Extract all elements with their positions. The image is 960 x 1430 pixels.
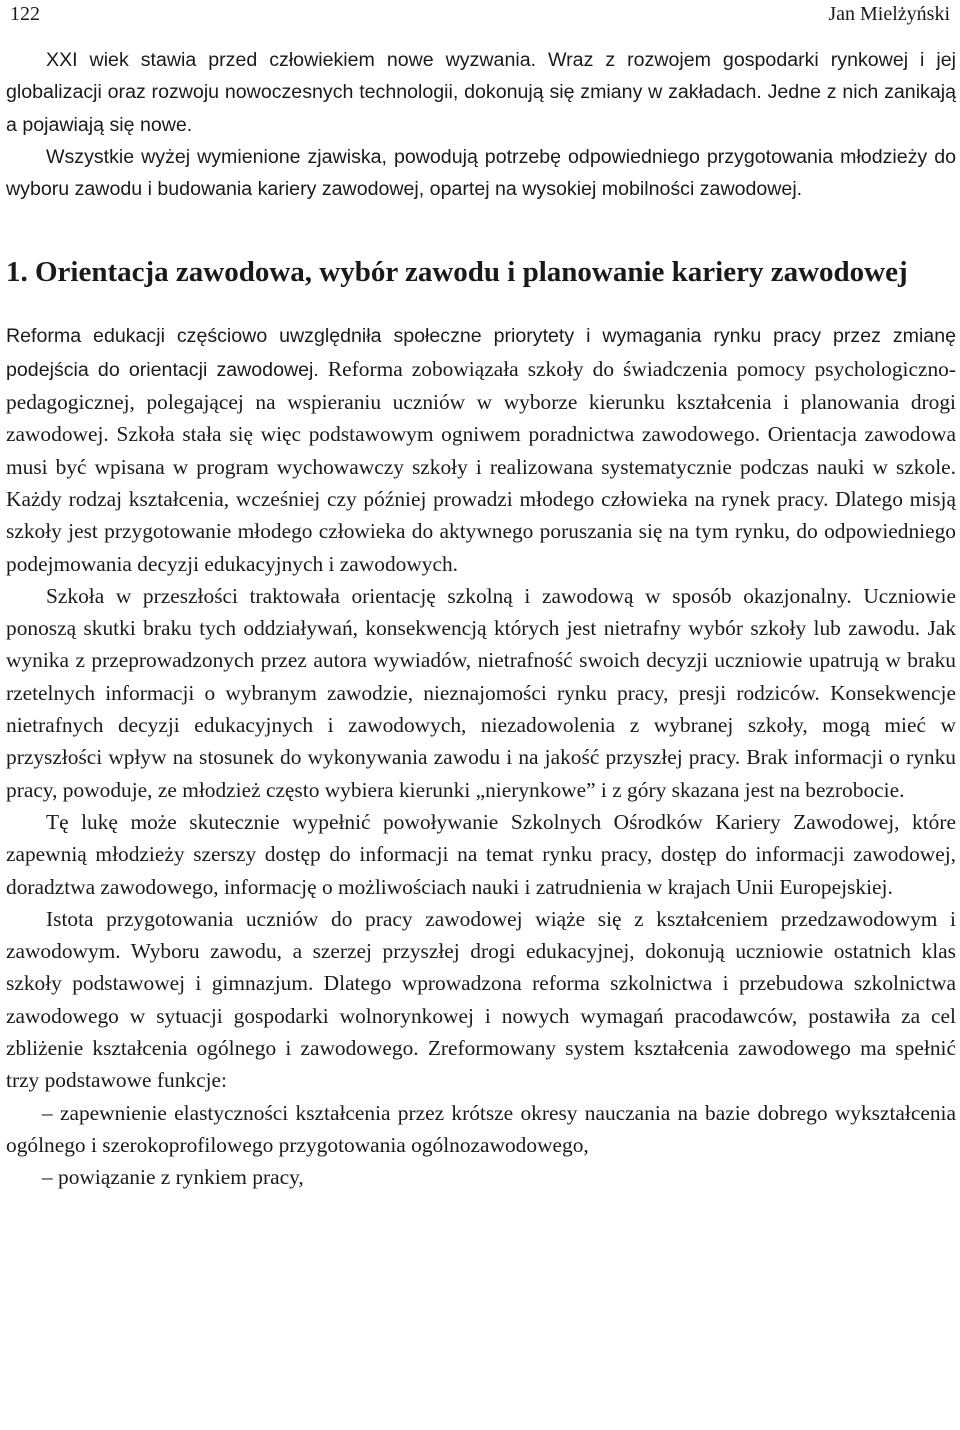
section-paragraph-2: Szkoła w przeszłości traktowała orientację szkolną i zawodową w sposób okazjonalny. Uczniowie ponoszą skutki braku tych oddziaływań, konsekwencją których jest nietrafny wybór szkoły lub zawodu. Jak wynika z przeprowadzonych przez autora wywiadów, nietrafność swoich decyzji uczniowie upatrują w braku rzetelnych informacji o wybranym zawodzie, nieznajomości rynku pracy, presji rodziców. Konsekwencje nietrafnych decyzji edukacyjnych i zawodowych, niezadowolenia z wybranej szkoły, mogą mieć w przyszłości wpływ na stosunek do wykonywania zawodu i na jakość przyszłej pracy. Brak informacji o rynku pracy, powoduje, ze młodzież często wybiera kierunki „nierynkowe” i z góry skazana jest na bezrobocie. — [6, 583, 956, 802]
list-item: – powiązanie z rynkiem pracy, — [42, 1165, 304, 1190]
list-item: – zapewnienie elastyczności kształcenia przez krótsze okresy nauczania na bazie dobrego wykształcenia ogólnego i szerokoprofilowego przygotowania ogólnozawodowego, — [6, 1100, 956, 1157]
section-paragraph-3: Tę lukę może skutecznie wypełnić powoływanie Szkolnych Ośrodków Kariery Zawodowej, które zapewnią młodzieży szerszy dostęp do informacji na temat rynku pracy, dostęp do informacji zawodowej, doradztwa zawodowego, informację o możliwościach nauki i zatrudnienia w krajach Unii Europejskiej. — [6, 809, 956, 899]
section-paragraph-4: Istota przygotowania uczniów do pracy zawodowej wiąże się z kształceniem przedzawodowym i zawodowym. Wyboru zawodu, a szerzej przyszłej drogi edukacyjnej, dokonują uczniowie ostatnich klas szkoły podstawowej i gimnazjum. Dlatego wprowadzona reforma szkolnictwa i przebudowa szkolnictwa zawodowego w sytuacji gospodarki wolnorynkowej i nowych wymagań pracodawców, postawiła za cel zbliżenie kształcenia ogólnego i zawodowego. Zreformowany system kształcenia zawodowego ma spełnić trzy podstawowe funkcje: — [6, 906, 956, 1093]
intro-paragraph-1: XXI wiek stawia przed człowiekiem nowe wyzwania. Wraz z rozwojem gospodarki rynkowej i jej globalizacji oraz rozwoju nowoczesnych technologii, dokonują się zmiany w zakładach. Jedne z nich zanikają a pojawiają się nowe. — [6, 49, 956, 136]
intro-paragraph-2: Wszystkie wyżej wymienione zjawiska, powodują potrzebę odpowiedniego przygotowania młodzieży do wyboru zawodu i budowania kariery zawodowej, opartej na wysokiej mobilności zawodowej. — [6, 145, 956, 201]
section-paragraph-1 — [6, 319, 956, 579]
section-heading: 1. Orientacja zawodowa, wybór zawodu i planowanie kariery zawodowej — [6, 256, 908, 289]
section-paragraph-1-sans-part: Reforma edukacji częściowo uwzględniła społeczne priorytety i wymagania rynku pracy przez zmianę podejścia do orientacji zawodowej. — [6, 325, 956, 381]
page-number: 122 — [10, 3, 40, 25]
running-header — [6, 0, 956, 34]
page-body — [6, 44, 956, 1194]
section-paragraph-1-serif-part: Reforma zobowiązała szkoły do świadczenia pomocy psychologiczno-pedagogicznej, polegającej na wspieraniu uczniów w wyborze kierunku kształcenia i planowania drogi zawodowej. Szkoła stała się więc podstawowym ogniwem poradnictwa zawodowego. Orientacja zawodowa musi być wpisana w program wychowawczy szkoły i realizowana systematycznie podczas nauki w szkole. Każdy rodzaj kształcenia, wcześniej czy później prowadzi młodego człowieka na rynek pracy. Dlatego misją szkoły jest przygotowanie młodego człowieka do aktywnego poruszania się na tym rynku, do odpowiedniego podejmowania decyzji edukacyjnych i zawodowych. — [6, 356, 956, 576]
running-head-author: Jan Mielżyński — [828, 3, 950, 25]
